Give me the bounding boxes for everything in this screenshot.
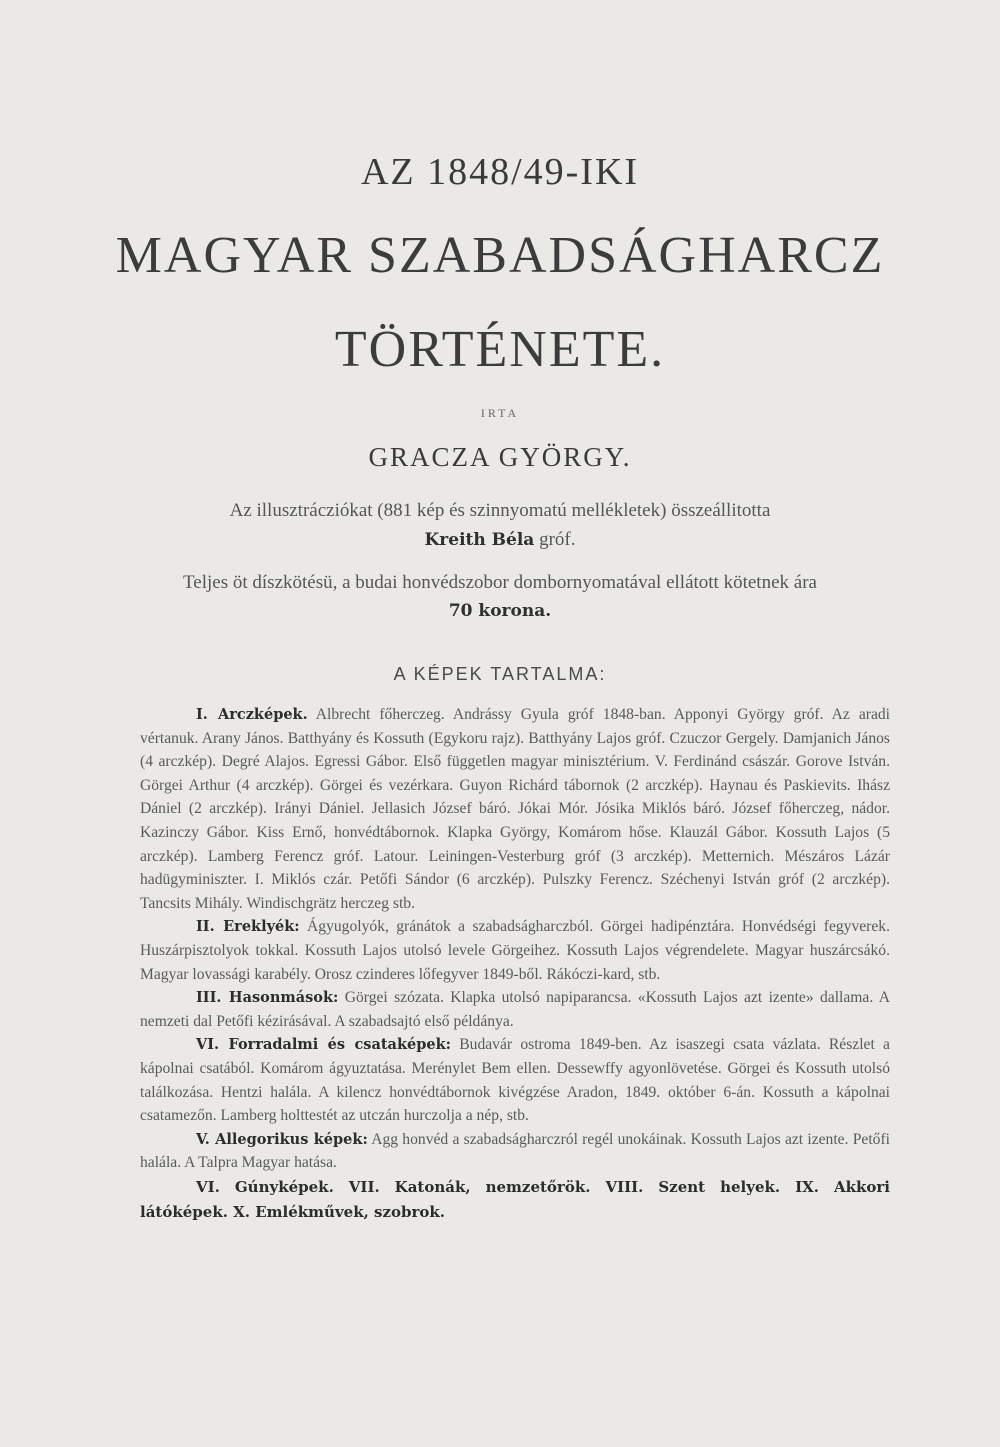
section-heading: VI. Forradalmi és csataképek: [196,1036,451,1054]
section-text: Budavár ostroma 1849-ben. Az isaszegi csata vázlata. Részlet a kápolnai csatából. Komárom ágyuztatása. Merénylet Bem ellen. Dessewffy agyonlövetése. Görgei és Kossuth utolsó találkozása. Hentzi halála. A kilencz honvédtábornok kivégzése Aradon, 1849. október 6-án. Kossuth a kápolnai csatamezőn. Lamberg holttestét az utczán hurczolja a nép, stb. [140,1036,890,1125]
byline-label: IRTA [480,406,520,420]
pretitle: AZ 1848/49-IKI [360,151,640,193]
section-text: Ágyugolyók, gránátok a szabadságharczból. Görgei hadipénztára. Honvédségi fegyverek. Huszárpisztolyok tokkal. Kossuth Lajos utolsó levele Görgeihez. Kossuth Lajos végrendelete. Magyar huszárcsákó. Magyar lovassági karabély. Orosz czinderes lőfegyver 1849-ből. Rákóczi-kard, stb. [140,918,890,983]
section-heading: III. Hasonmások: [196,989,339,1007]
main-title-line-2: TÖRTÉNETE. [334,321,666,378]
illustration-credit: Az illusztrácziókat (881 kép és szinnyomatú mellékletek) összeállitotta [229,500,771,521]
illustrator-suffix: gróf. [534,529,576,550]
section-heading: II. Ereklyék: [196,918,300,936]
section-remaining-categories: VI. Gúnyképek. VII. Katonák, nemzetőrök. VIII. Szent helyek. IX. Akkori látóképek. X. Emlékművek, szobrok. [140,1177,890,1221]
author-name: GRACZA GYÖRGY. [368,442,632,472]
section-relics [140,915,890,986]
illustrator-name: Kreith Béla [424,530,535,550]
section-heading: I. Arczképek. [196,706,308,723]
section-facsimiles [140,986,890,1033]
contents-sections [140,703,890,1240]
section-text: Görgei szózata. Klapka utolsó napiparancsa. «Kossuth Lajos azt izente» dallama. A nemzeti dal Petőfi kézirásával. A szabadsajtó első példánya. [140,989,890,1030]
contents-heading: A KÉPEK TARTALMA: [393,664,607,684]
price-amount: 70 korona. [448,601,552,621]
section-battle-scenes [140,1033,890,1127]
section-text: Agg honvéd a szabadságharczról regél unokáinak. Kossuth Lajos azt izente. Petőfi halála. A Talpra Magyar hatása. [140,1130,890,1172]
section-portraits [140,703,890,915]
section-allegories [140,1128,890,1175]
section-text: Albrecht főherczeg. Andrássy Gyula gróf 1848-ban. Apponyi György gróf. Az aradi vértanuk. Arany János. Batthyány és Kossuth (Egykoru rajz). Batthyány Lajos gróf. Czuczor Gergely. Damjanich János (4 arczkép). Degré Alajos. Egressi Gábor. Első független magyar minisztérium. V. Ferdinánd császár. Gorove István. Görgei Arthur (4 arczkép). Görgei és vezérkara. Guyon Richárd tábornok (2 arczkép). Haynau és Paskievits. Ihász Dániel (2 arczkép). Irányi Dániel. Jellasich József báró. Jókai Mór. Jósika Miklós báró. József főherczeg, nádor. Kazinczy Gábor. Kiss Ernő, honvédtábornok. Klapka György, Komárom hőse. Klauzál Gábor. Kossuth Lajos (5 arczkép). Lamberg Ferencz gróf. Latour. Leiningen-Vesterburg gróf (3 arczkép). Metternich. Mészáros Lázár hadügyminiszter. I. Miklós czár. Petőfi Sándor (6 arczkép). Pulszky Ferencz. Széchenyi István gróf (2 arczkép). Tancsits Mihály. Windischgrätz herczeg stb. [140,706,890,912]
main-title-line-1: MAGYAR SZABADSÁGHARCZ [115,227,885,284]
illustrator-line [0,529,1000,551]
price-amount-line [0,600,1000,622]
price-description: Teljes öt díszkötésü, a budai honvédszobor dombornyomatával ellátott kötetnek ára [183,572,817,593]
section-heading: V. Allegorikus képek: [196,1130,368,1148]
